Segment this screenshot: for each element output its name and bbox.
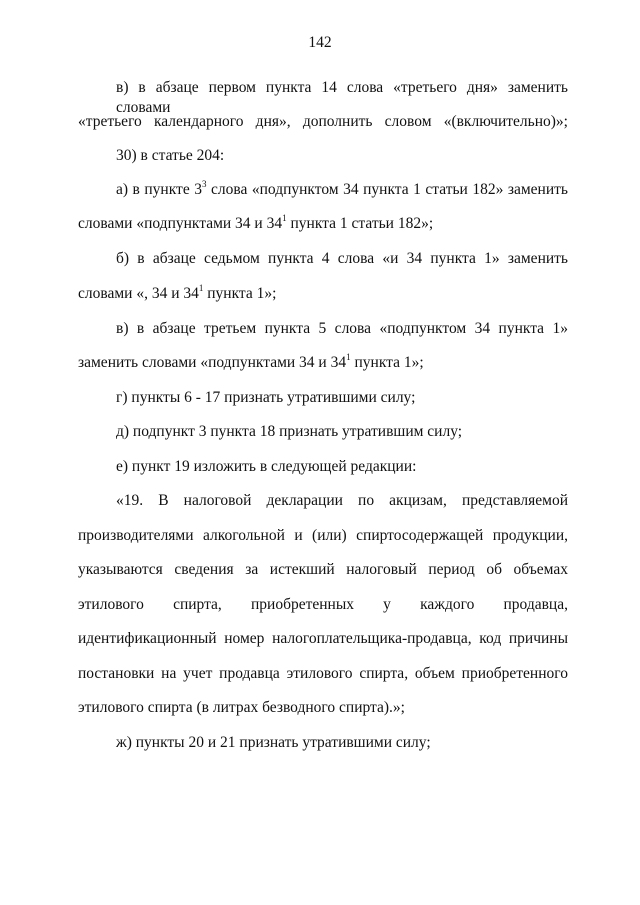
paragraph-line: ж) пункты 20 и 21 признать утратившими силу; xyxy=(116,734,431,751)
paragraph-line: б) в абзаце седьмом пункта 4 слова «и 34 пункта 1» заменить xyxy=(116,250,568,267)
paragraph-line xyxy=(78,180,568,200)
text-segment: пункта 1 статьи 182»; xyxy=(286,215,434,232)
text-segment: заменить словами «подпунктами 34 и 34 xyxy=(78,354,347,371)
paragraph-line xyxy=(78,353,568,373)
text-segment: пункта 1»; xyxy=(350,354,424,371)
superscript: 1 xyxy=(198,283,204,293)
paragraph-line: «третьего календарного дня», дополнить словом «(включительно)»; xyxy=(78,113,568,130)
paragraph-line: постановки на учет продавца этилового спирта, объем приобретенного xyxy=(78,665,568,682)
paragraph-line: этилового спирта, приобретенных у каждого продавца, xyxy=(78,596,568,613)
item-heading: 30) в статье 204: xyxy=(116,147,225,164)
superscript: 3 xyxy=(201,179,207,189)
text-segment: пункта 1»; xyxy=(203,285,277,302)
paragraph-line: д) подпункт 3 пункта 18 признать утратившим силу; xyxy=(116,423,463,440)
page-number: 142 xyxy=(308,34,332,51)
text-segment: словами «, 34 и 34 xyxy=(78,285,199,302)
text-segment: словами «подпунктами 34 и 34 xyxy=(78,215,283,232)
paragraph-line: «19. В налоговой декларации по акцизам, представляемой xyxy=(116,492,568,509)
paragraph-line xyxy=(78,284,568,304)
paragraph-line: в) в абзаце первом пункта 14 слова «третьего дня» заменить словами xyxy=(116,79,568,116)
text-segment: слова «подпунктом 34 пункта 1 статьи 182» заменить xyxy=(206,181,568,198)
paragraph-line: идентификационный номер налогоплательщика-продавца, код причины xyxy=(78,630,568,647)
paragraph-line: этилового спирта (в литрах безводного спирта).»; xyxy=(78,699,405,716)
paragraph-line: указываются сведения за истекший налоговый период об объемах xyxy=(78,561,568,578)
paragraph-line: производителями алкогольной и (или) спиртосодержащей продукции, xyxy=(78,527,568,544)
superscript: 1 xyxy=(282,213,287,223)
text-segment: а) в пункте 3 xyxy=(116,181,202,198)
paragraph-line: е) пункт 19 изложить в следующей редакции: xyxy=(116,458,417,475)
paragraph-line: г) пункты 6 - 17 признать утратившими силу; xyxy=(116,389,416,406)
superscript: 1 xyxy=(346,352,351,362)
paragraph-line xyxy=(78,214,568,234)
paragraph-line: в) в абзаце третьем пункта 5 слова «подпунктом 34 пункта 1» xyxy=(116,320,568,337)
